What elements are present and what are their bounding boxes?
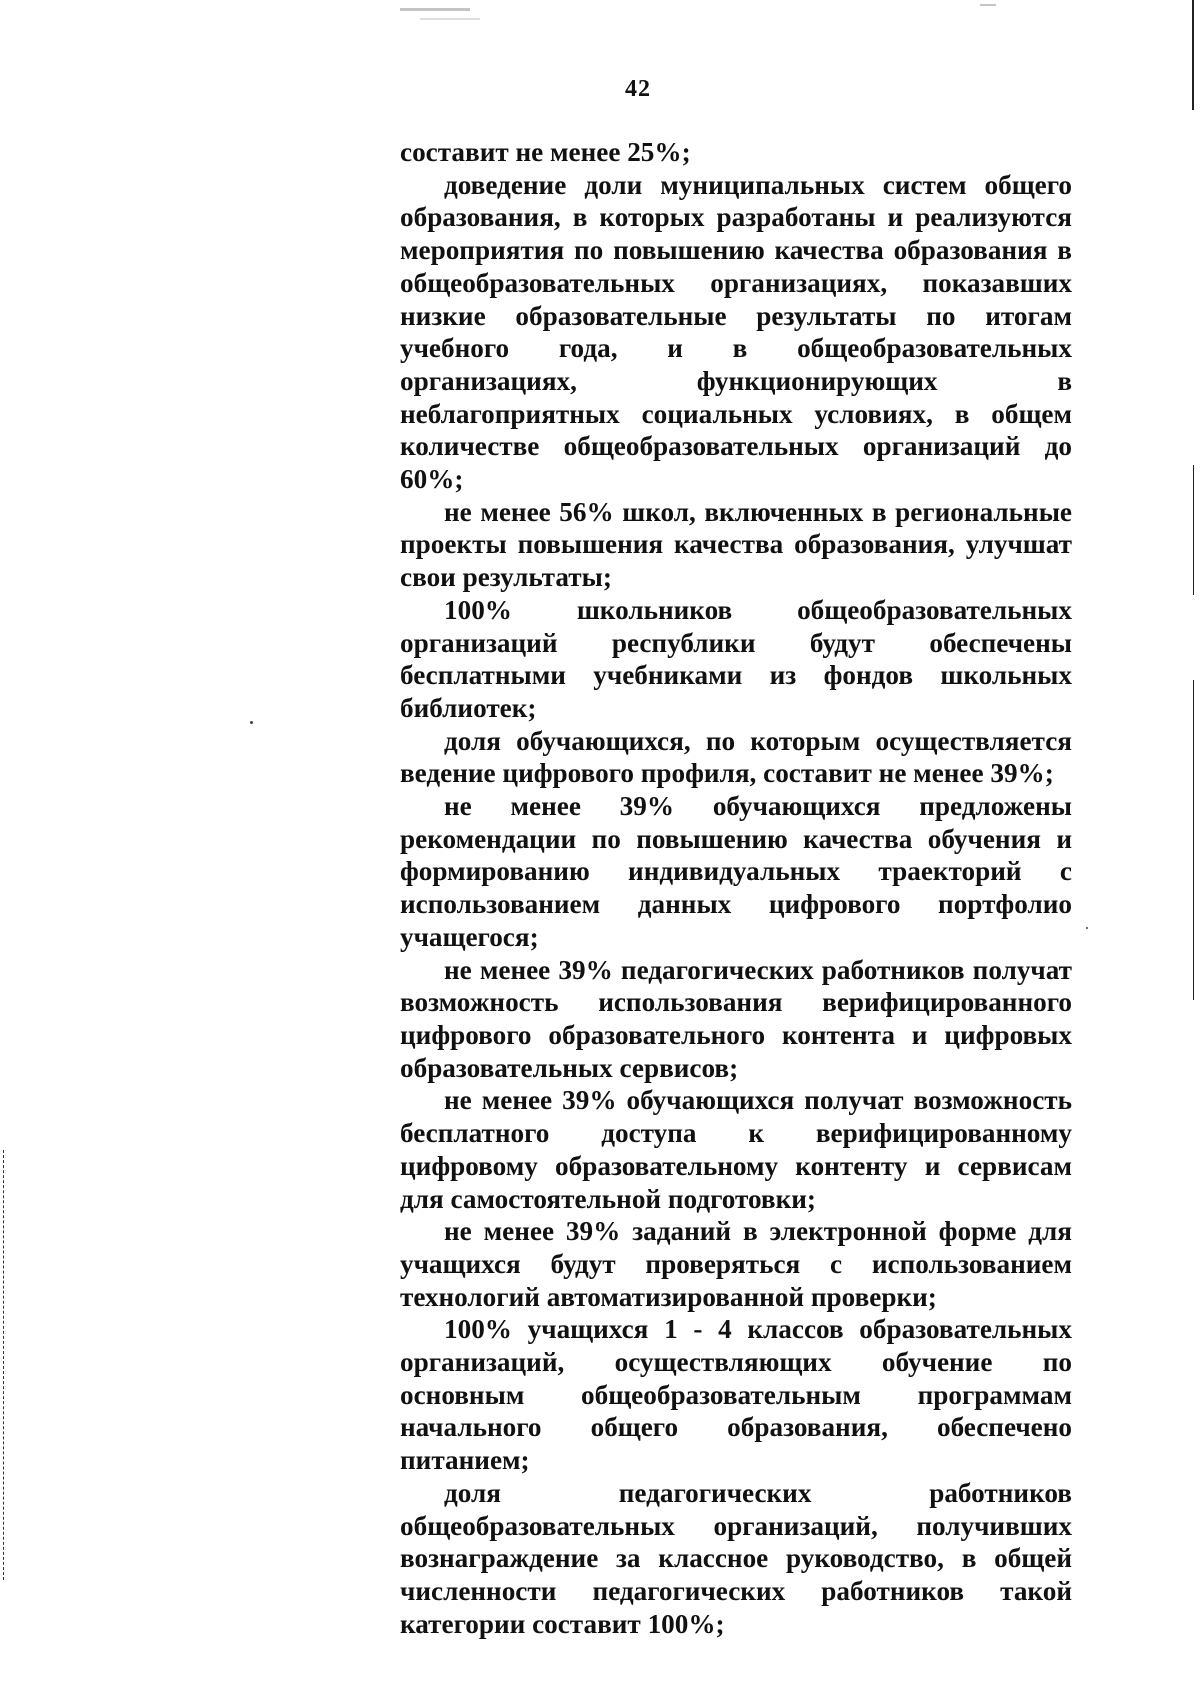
scan-edge bbox=[1193, 680, 1194, 1000]
paragraph: не менее 39% педагогических работников получат возможность использования верифицированного цифрового образовательного контента и цифровых образовательных сервисов; bbox=[400, 954, 1072, 1083]
paragraph: не менее 39% обучающихся получат возможность бесплатного доступа к верифицированному цифровому образовательному контенту и сервисам для самостоятельной подготовки; bbox=[400, 1085, 1072, 1214]
scan-dot bbox=[250, 721, 253, 724]
paragraph: 100% школьников общеобразовательных организаций республики будут обеспечены бесплатными учебниками из фондов школьных библиотек; bbox=[400, 594, 1072, 723]
paragraph: составит не менее 25%; bbox=[400, 137, 691, 167]
document-body bbox=[400, 136, 1072, 1640]
paragraph: доведение доли муниципальных систем общего образования, в которых разработаны и реализуются мероприятия по повышению качества образования в общеобразовательных организациях, показавших низкие образовательные результаты по итогам учебного года, и в общеобразовательных организациях, функционирующих в неблагоприятных социальных условиях, в общем количестве общеобразовательных организаций до 60%; bbox=[400, 169, 1072, 495]
paragraph: не менее 39% заданий в электронной форме для учащихся будут проверяться с использованием технологий автоматизированной проверки; bbox=[400, 1216, 1072, 1312]
paragraph: доля обучающихся, по которым осуществляется ведение цифрового профиля, составит не менее 39%; bbox=[400, 725, 1072, 789]
scan-smudge bbox=[400, 8, 470, 11]
paragraph: не менее 56% школ, включенных в региональные проекты повышения качества образования, улучшат свои результаты; bbox=[400, 496, 1072, 593]
paragraph: 100% учащихся 1 - 4 классов образовательных организаций, осуществляющих обучение по основным общеобразовательным программам начального общего образования, обеспечено питанием; bbox=[400, 1314, 1072, 1476]
page-number: 42 bbox=[625, 76, 651, 102]
paragraph: не менее 39% обучающихся предложены рекомендации по повышению качества обучения и формированию индивидуальных траекторий с использованием данных цифрового портфолио учащегося; bbox=[400, 791, 1072, 952]
scan-smudge bbox=[420, 18, 480, 20]
paragraph: доля педагогических работников общеобразовательных организаций, получивших вознаграждение за классное руководство, в общей численности педагогических работников такой категории составит 100%; bbox=[400, 1477, 1072, 1639]
scan-smudge bbox=[980, 4, 996, 6]
scan-edge bbox=[3, 1150, 5, 1580]
scan-edge bbox=[1193, 465, 1194, 595]
scan-dot bbox=[1086, 927, 1088, 929]
